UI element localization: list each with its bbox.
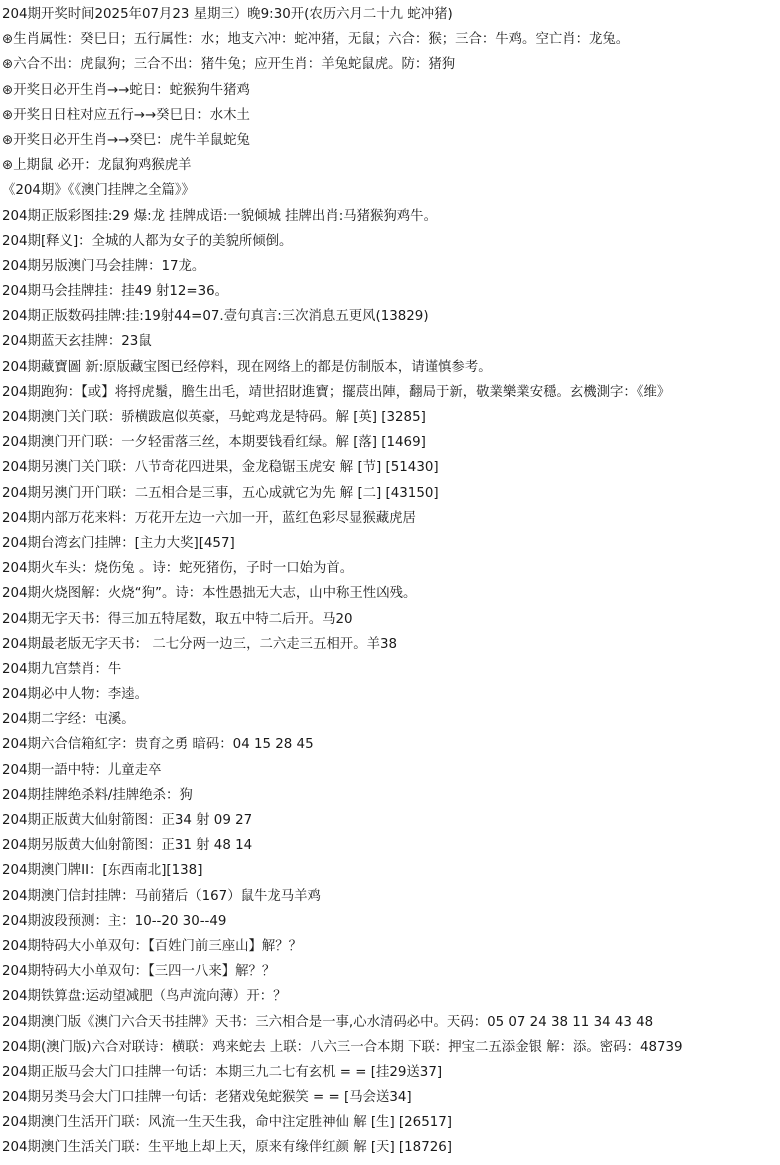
absolute-kill-line: 204期挂牌绝杀料/挂牌绝杀：狗 (2, 787, 193, 803)
fire-chart-line: 204期火烧图解：火烧“狗”。诗：本性愚拙无大志，山中称王性凶残。 (2, 586, 417, 602)
alt-archery-chart-line: 204期另版黄大仙射箭图：正31 射 48 14 (2, 838, 253, 854)
alt-closing-couplet-line: 204期另澳门关门联：八节奇花四进果，金龙稳锯玉虎安 解 [节] [51430] (2, 460, 439, 476)
winning-figure-line: 204期必中人物：李逵。 (2, 687, 149, 703)
archery-chart-line: 204期正版黄大仙射箭图：正34 射 09 27 (2, 813, 253, 828)
guisi-zodiac-line: ⊛开奖日必开生肖→→癸巳：虎牛羊鼠蛇兔 (2, 132, 250, 148)
alt-gate-phrase-line: 204期另类马会大门口挂牌一句话：老猪戏兔蛇猴笑 = = [马会送34] (2, 1090, 412, 1106)
opening-couplet-line: 204期澳门开门联：一夕轻雷落三丝，本期要钱看红绿。解 [落] [1469] (2, 435, 426, 451)
jockey-club-hang-line: 204期马会挂牌挂：挂49 射12=36。 (2, 284, 229, 300)
official-color-chart-line: 204期正版彩图挂:29 爆:龙 挂牌成语:一貌倾城 挂牌出肖:马猪猴狗鸡牛。 (2, 208, 437, 224)
zodiac-attribute-line: ⊛生肖属性：癸巳日；五行属性：水；地支六冲：蛇冲猪，无鼠；六合：猴；三合：牛鸡。空亡肖：龙兔。 (2, 32, 630, 48)
train-head-line: 204期火车头：烧伤兔 。诗：蛇死猪伤，子时一口始为首。 (2, 561, 354, 577)
two-character-line: 204期二字经：屯溪。 (2, 712, 135, 728)
running-dog-line: 204期跑狗：【或】将捋虎鬚，膽生出毛，靖世招財進寶；擺莀出陣，翻局于新，敬業樂業安穩。玄機測字：《维》 (2, 384, 671, 400)
abacus-line: 204期铁算盘:运动望减肥（鸟声流向薄）开：？ (2, 989, 287, 1005)
old-wordless-book-line: 204期最老版无字天书： 二七分两一边三，二六走三五相开。羊38 (2, 636, 398, 652)
interpretation-line: 204期[释义]：全城的人都为女子的美貌所倾倒。 (2, 233, 293, 249)
internal-flower-line: 204期内部万花来料：万花开左边一六加一开，蓝红色彩尽显猴藏虎居 (2, 510, 416, 526)
day-pillar-elements-line: ⊛开奖日日柱对应五行→→癸巳日：水木土 (2, 107, 250, 123)
closing-couplet-line: 204期澳门关门联：骄横跋扈似英豪，马蛇鸡龙是特码。解 [英] [3285] (2, 410, 426, 425)
wave-forecast-line: 204期波段预测：主：10--20 30--49 (2, 913, 227, 929)
mailbox-red-line: 204期六合信箱紅字：贵育之勇 暗码：04 15 28 45 (2, 737, 314, 753)
draw-time-line: 204期开奖时间2025年07月23 星期三）晚9:30开(农历六月二十九 蛇冲猪) (2, 7, 453, 22)
macau-sign-two-line: 204期澳门牌II：[东西南北][138] (2, 863, 203, 879)
heaven-book-line: 204期澳门版《澳门六合天书挂牌》天书：三六相合是一事,心水清码必中。天码：05 07 24 38 11 34 43 48 (2, 1014, 654, 1030)
last-period-line: ⊛上期鼠 必开：龙鼠狗鸡猴虎羊 (2, 158, 192, 174)
size-parity-line-2: 204期特码大小单双句：【三四一八来】解？？ (2, 964, 276, 980)
treasure-map-line: 204期藏寶圖 新:原版藏宝图已经停料，现在网络上的都是仿制版本，请谨慎参考。 (2, 359, 492, 375)
wordless-book-line: 204期无字天书：得三加五特尾数，取五中特二后开。马20 (2, 611, 353, 627)
nine-palace-line: 204期九宫禁肖：牛 (2, 661, 122, 677)
couplet-poem-line: 204期(澳门版)六合对联诗：横联：鸡来蛇去 上联：八六三一合本期 下联：押宝二五添金银 解：添。密码：48739 (2, 1039, 683, 1055)
taiwan-hang-line: 204期台湾玄门挂牌：[主力大奖][457] (2, 535, 235, 551)
envelope-hang-line: 204期澳门信封挂牌：马前猪后（167）鼠牛龙马羊鸡 (2, 888, 321, 904)
section-heading: 《204期》《《澳门挂牌之全篇》》 (2, 183, 195, 199)
life-opening-couplet-line: 204期澳门生活开门联：风流一生天生我，命中注定胜神仙 解 [生] [26517] (2, 1115, 452, 1131)
digital-hang-line: 204期正版数码挂牌:挂:19射44=07.壹句真言:三次消息五更风(13829) (2, 309, 429, 325)
liuhe-not-drawn-line: ⊛六合不出：虎鼠狗；三合不出：猪牛兔；应开生肖：羊兔蛇鼠虎。防：猪狗 (2, 57, 456, 73)
one-phrase-line: 204期一語中特：儿童走卒 (2, 762, 162, 778)
alt-opening-couplet-line: 204期另澳门开门联：二五相合是三事，五心成就它为先 解 [二] [43150] (2, 485, 439, 501)
life-closing-couplet-line: 204期澳门生活关门联：生平地上却上天，原来有缘伴红颜 解 [天] [18726] (2, 1140, 452, 1156)
snake-day-zodiac-line: ⊛开奖日必开生肖→→蛇日：蛇猴狗牛猪鸡 (2, 82, 250, 98)
gate-phrase-line: 204期正版马会大门口挂牌一句话：本期三九二七有玄机 = = [挂29送37] (2, 1064, 443, 1080)
size-parity-line-1: 204期特码大小单双句：【百姓门前三座山】解？？ (2, 938, 303, 954)
blue-sky-hang-line: 204期蓝天玄挂牌：23鼠 (2, 334, 152, 350)
lottery-forecast-document (2, 2, 778, 1161)
alt-macau-jockey-line: 204期另版澳门马会挂牌：17龙。 (2, 258, 206, 274)
